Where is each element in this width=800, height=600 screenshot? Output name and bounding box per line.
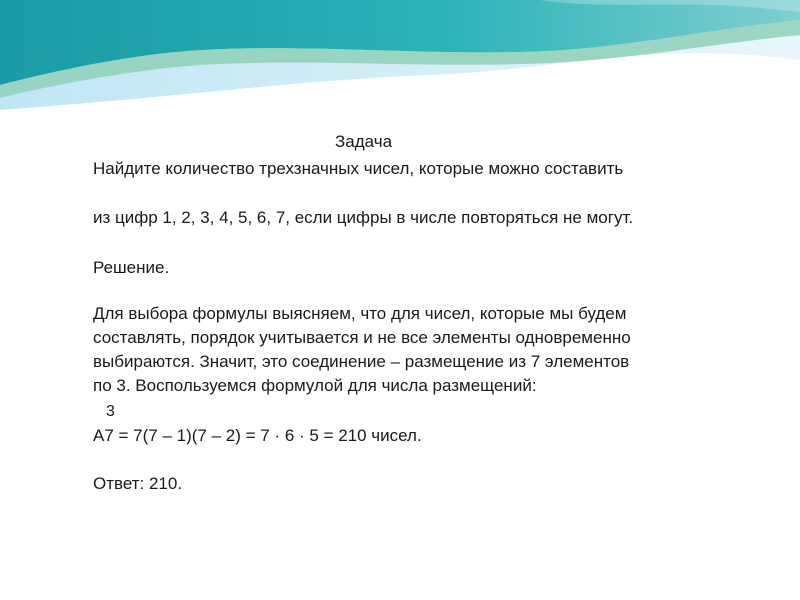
explanation-line: выбираются. Значит, это соединение – размещение из 7 элементов (93, 352, 630, 371)
explanation-line: по 3. Воспользуемся формулой для числа размещений: (93, 376, 537, 395)
answer: Ответ: 210. (93, 474, 183, 493)
solution-heading: Решение. (93, 258, 170, 277)
slide-title: Задача (335, 132, 393, 151)
problem-line-1: Найдите количество трехзначных чисел, которые можно составить (93, 159, 624, 178)
explanation-line: Для выбора формулы выясняем, что для чисел, которые мы будем (93, 304, 627, 323)
formula: А7 = 7(7 – 1)(7 – 2) = 7 · 6 · 5 = 210 чисел. (93, 426, 422, 445)
header-wave-decoration (0, 0, 800, 130)
explanation-line: составлять, порядок учитывается и не все элементы одновременно (93, 328, 631, 347)
problem-line-2: из цифр 1, 2, 3, 4, 5, 6, 7, если цифры в числе повторяться не могут. (93, 208, 634, 227)
formula-superscript: 3 (106, 403, 115, 420)
